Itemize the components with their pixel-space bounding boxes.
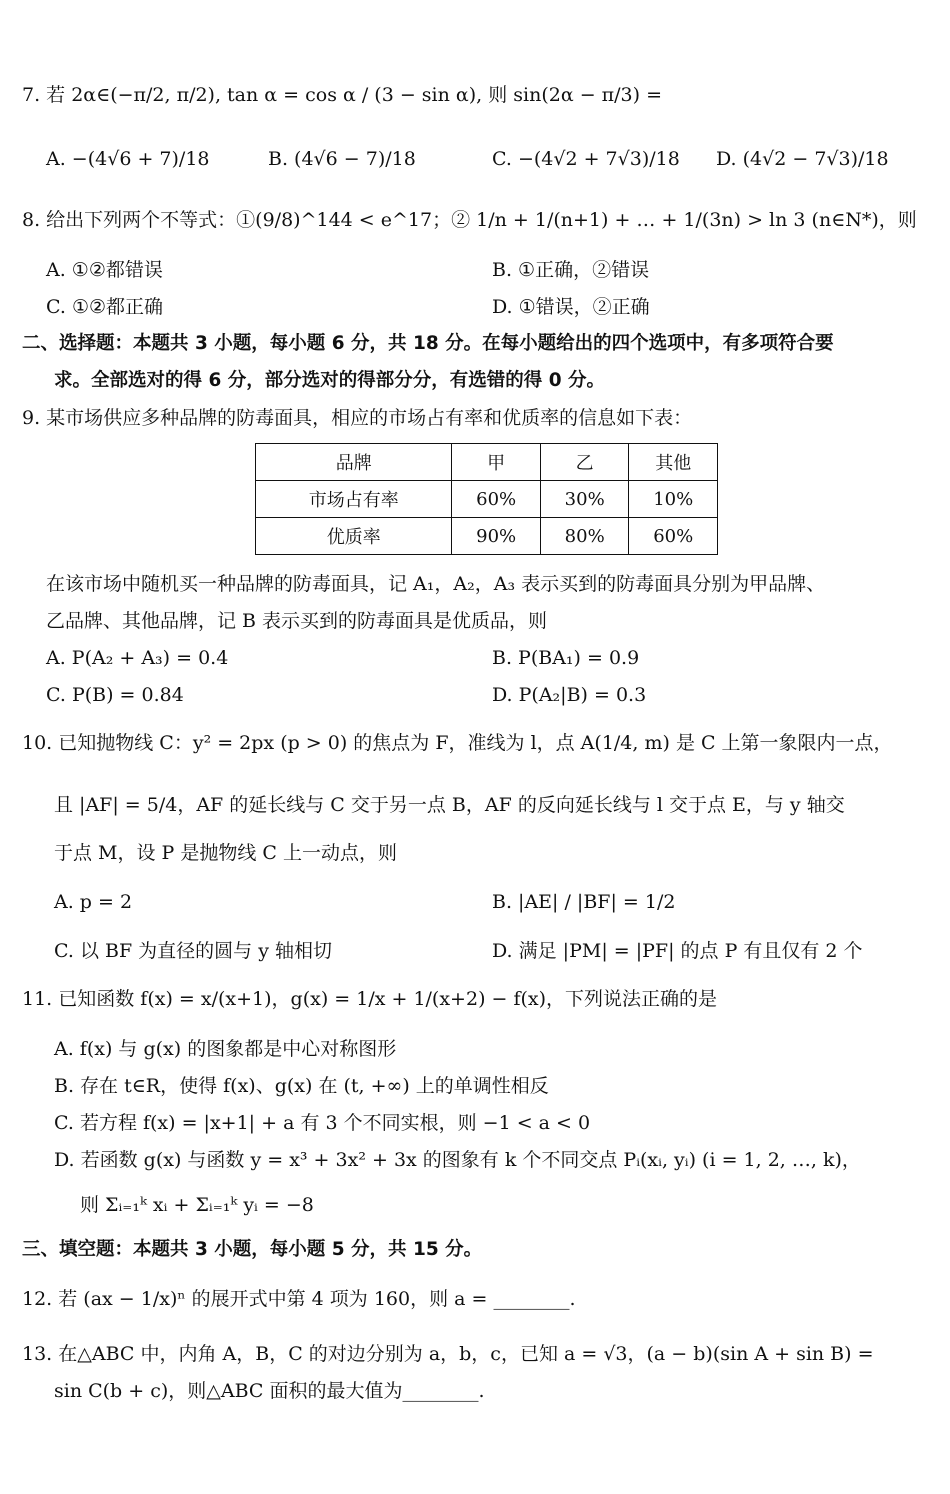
- table-cell: 60%: [629, 518, 718, 555]
- q11-option-b: B. 存在 t∈R，使得 f(x)、g(x) 在 (t, +∞) 上的单调性相反: [54, 1075, 549, 1097]
- q13-stem-cont: sin C(b + c)，则△ABC 面积的最大值为________.: [54, 1380, 485, 1402]
- table-header-cell: 品牌: [256, 444, 452, 481]
- q10-option-c: C. 以 BF 为直径的圆与 y 轴相切: [54, 940, 332, 962]
- table-row: [256, 481, 718, 518]
- q9-option-b: B. P(BA₁) = 0.9: [492, 647, 640, 669]
- q11-option-c: C. 若方程 f(x) = |x+1| + a 有 3 个不同实根，则 −1 < a < 0: [54, 1112, 591, 1134]
- q10-option-b: B. |AE| / |BF| = 1/2: [492, 891, 676, 913]
- q12-stem: 12. 若 (ax − 1/x)ⁿ 的展开式中第 4 项为 160，则 a = ________.: [22, 1288, 576, 1310]
- q9-stem: 9. 某市场供应多种品牌的防毒面具，相应的市场占有率和优质率的信息如下表：: [22, 407, 693, 429]
- q11-stem: 11. 已知函数 f(x) = x/(x+1)，g(x) = 1/x + 1/(x+2) − f(x)，下列说法正确的是: [22, 988, 718, 1010]
- q8-option-d: D. ①错误，②正确: [492, 296, 650, 318]
- q7-option-b: B. (4√6 − 7)/18: [268, 148, 416, 170]
- q9-description-cont: 乙品牌、其他品牌，记 B 表示买到的防毒面具是优质品，则: [46, 610, 548, 632]
- q7-option-a: A. −(4√6 + 7)/18: [46, 148, 210, 170]
- table-cell: 市场占有率: [256, 481, 452, 518]
- table-header-cell: 其他: [629, 444, 718, 481]
- q8-option-b: B. ①正确，②错误: [492, 259, 650, 281]
- table-cell: 优质率: [256, 518, 452, 555]
- q10-option-a: A. p = 2: [54, 891, 133, 913]
- q10-stem: 10. 已知抛物线 C：y² = 2px (p > 0) 的焦点为 F，准线为 l，点 A(1/4, m) 是 C 上第一象限内一点，: [22, 732, 893, 754]
- q11-option-d-cont: 则 Σᵢ₌₁ᵏ xᵢ + Σᵢ₌₁ᵏ yᵢ = −8: [80, 1194, 314, 1216]
- q9-option-a: A. P(A₂ + A₃) = 0.4: [46, 647, 229, 669]
- q11-option-d: D. 若函数 g(x) 与函数 y = x³ + 3x² + 3x 的图象有 k 个不同交点 Pᵢ(xᵢ, yᵢ) (i = 1, 2, …, k)，: [54, 1149, 861, 1171]
- q7-stem: 7. 若 2α∈(−π/2, π/2), tan α = cos α / (3 − sin α), 则 sin(2α − π/3) =: [22, 84, 663, 106]
- table-cell: 60%: [452, 481, 541, 518]
- table-header-row: [256, 444, 718, 481]
- table-header-cell: 乙: [540, 444, 629, 481]
- q11-option-a: A. f(x) 与 g(x) 的图象都是中心对称图形: [54, 1038, 397, 1060]
- q7-option-c: C. −(4√2 + 7√3)/18: [492, 148, 680, 170]
- table-row: [256, 518, 718, 555]
- table-cell: 90%: [452, 518, 541, 555]
- section-2-heading: 二、选择题：本题共 3 小题，每小题 6 分，共 18 分。在每小题给出的四个选项中，有多项符合要: [22, 333, 834, 354]
- table-cell: 80%: [540, 518, 629, 555]
- q9-description: 在该市场中随机买一种品牌的防毒面具，记 A₁，A₂，A₃ 表示买到的防毒面具分别为甲品牌、: [46, 573, 826, 595]
- q10-stem-cont: 且 |AF| = 5/4，AF 的延长线与 C 交于另一点 B，AF 的反向延长线与 l 交于点 E，与 y 轴交: [54, 794, 845, 816]
- table-cell: 30%: [540, 481, 629, 518]
- q10-stem-cont-2: 于点 M，设 P 是抛物线 C 上一动点，则: [54, 842, 397, 864]
- section-3-heading: 三、填空题：本题共 3 小题，每小题 5 分，共 15 分。: [22, 1239, 483, 1260]
- q13-stem: 13. 在△ABC 中，内角 A，B，C 的对边分别为 a，b，c，已知 a = √3，(a − b)(sin A + sin B) =: [22, 1343, 874, 1365]
- q8-option-a: A. ①②都错误: [46, 259, 163, 281]
- q8-stem: 8. 给出下列两个不等式：①(9/8)^144 < e^17；② 1/n + 1/(n+1) + … + 1/(3n) > ln 3 (n∈N*)，则: [22, 209, 917, 231]
- market-share-table: [255, 443, 718, 555]
- q10-option-d: D. 满足 |PM| = |PF| 的点 P 有且仅有 2 个: [492, 940, 863, 962]
- table-header-cell: 甲: [452, 444, 541, 481]
- section-2-heading-cont: 求。全部选对的得 6 分，部分选对的得部分分，有选错的得 0 分。: [54, 370, 606, 391]
- q9-option-d: D. P(A₂|B) = 0.3: [492, 684, 647, 706]
- q9-option-c: C. P(B) = 0.84: [46, 684, 184, 706]
- table-cell: 10%: [629, 481, 718, 518]
- q7-option-d: D. (4√2 − 7√3)/18: [716, 148, 889, 170]
- q8-option-c: C. ①②都正确: [46, 296, 164, 318]
